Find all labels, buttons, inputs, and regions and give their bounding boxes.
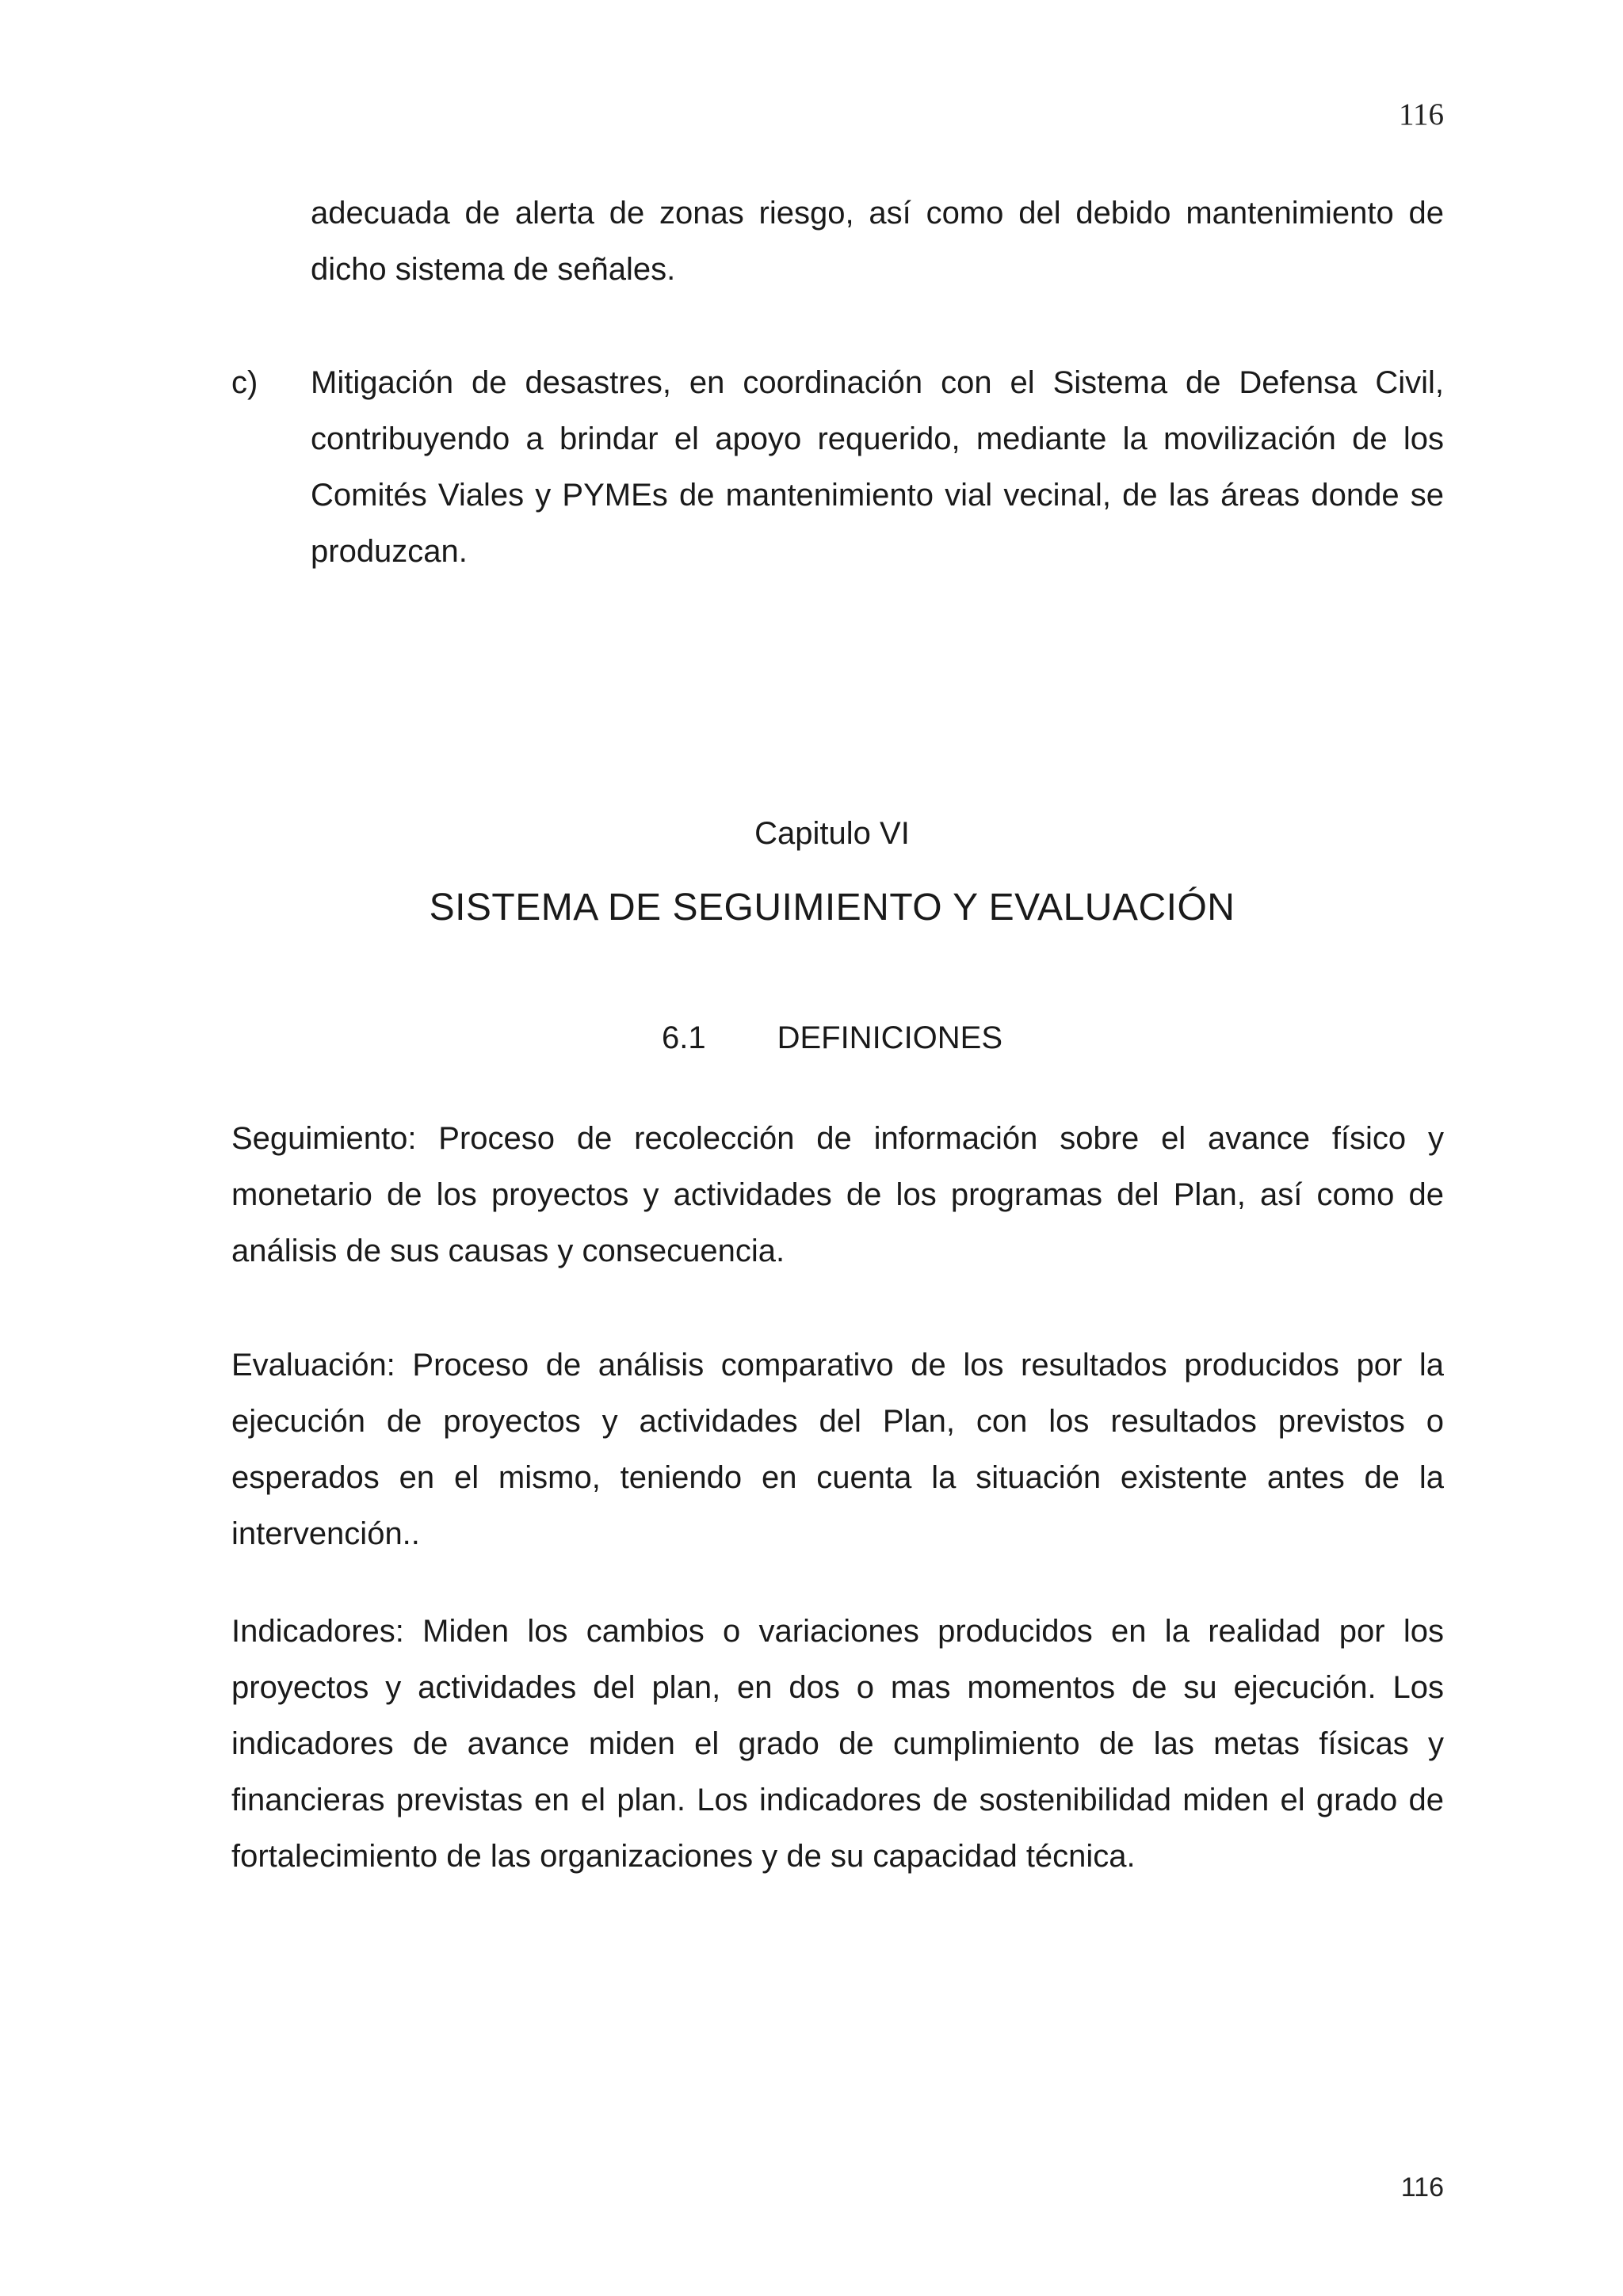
continuation-paragraph: adecuada de alerta de zonas riesgo, así como del debido mantenimiento de dicho sistema de señales. — [311, 196, 1444, 287]
definition-evaluacion: Evaluación: Proceso de análisis comparativo de los resultados producidos por la ejecución de proyectos y actividades del Plan, con los resultados previstos o esperados en el mismo, teniendo en cuenta la situación existente antes de la intervención.. — [231, 1348, 1444, 1551]
list-marker: c) — [231, 365, 258, 400]
list-item-text: Mitigación de desastres, en coordinación con el Sistema de Defensa Civil, contribuyendo a brindar el apoyo requerido, mediante la movilización de los Comités Viales y PYMEs de mantenimiento vial vecinal, de las áreas donde se produzcan. — [311, 365, 1444, 569]
section-heading — [0, 1020, 1623, 1056]
section-number: 6.1 — [661, 1020, 706, 1055]
definition-indicadores: Indicadores: Miden los cambios o variaciones producidos en la realidad por los proyectos y actividades del plan, en dos o mas momentos de su ejecución. Los indicadores de avance miden el grado de cumplimiento de las metas físicas y financieras previstas en el plan. Los indicadores de sostenibilidad miden el grado de fortalecimiento de las organizaciones y de su capacidad técnica. — [231, 1614, 1444, 1874]
page-number-top: 116 — [1398, 97, 1444, 132]
definition-seguimiento: Seguimiento: Proceso de recolección de información sobre el avance físico y monetario de los proyectos y actividades de los programas del Plan, así como de análisis de sus causas y consecuencia. — [231, 1121, 1444, 1268]
chapter-title: SISTEMA DE SEGUIMIENTO Y EVALUACIÓN — [429, 887, 1235, 929]
chapter-label: Capitulo VI — [754, 816, 910, 851]
section-title: DEFINICIONES — [777, 1020, 1003, 1055]
page-number-bottom: 116 — [1400, 2172, 1444, 2203]
